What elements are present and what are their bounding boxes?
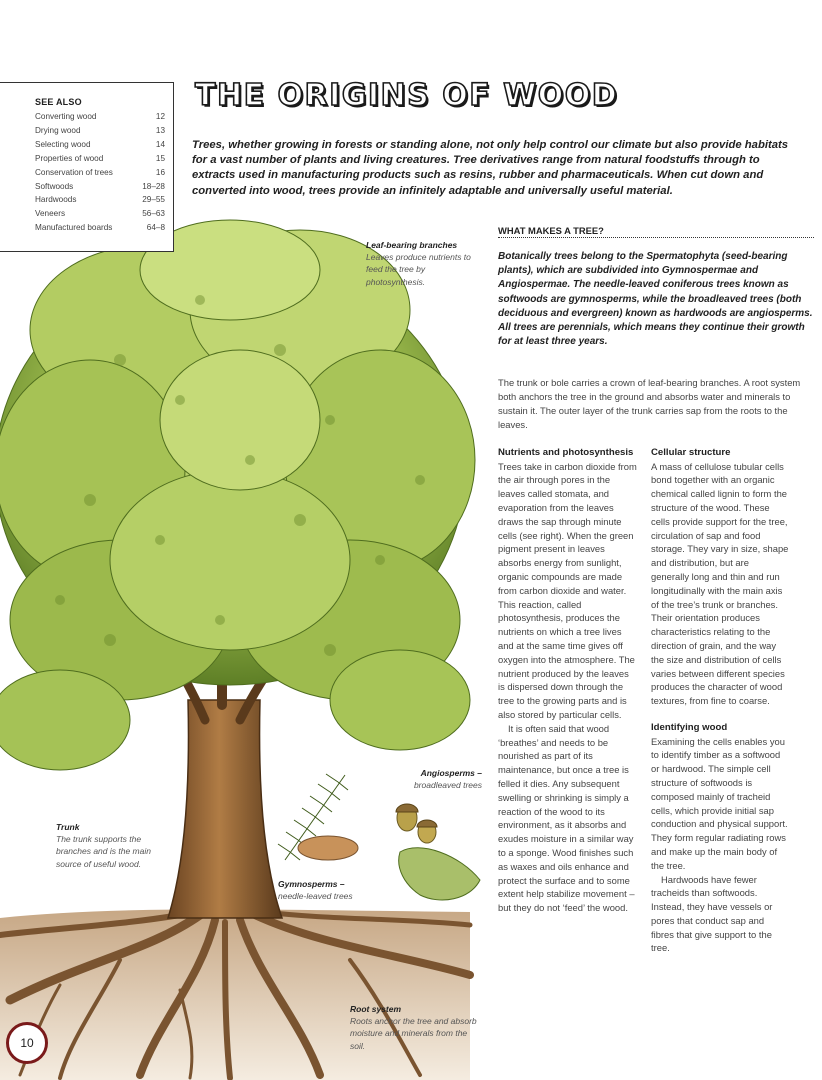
see-also-item[interactable]: Manufactured boards 64–8 — [35, 223, 165, 233]
see-also-item[interactable]: Drying wood 13 — [35, 125, 165, 135]
cellular-column — [651, 446, 789, 955]
see-also-item[interactable]: Conservation of trees 16 — [35, 167, 165, 177]
callout-roots — [350, 1003, 480, 1052]
cellular-paragraph: A mass of cellulose tubular cells bond together with an organic chemical called lignin to form the structure of the wood. These cells provide support for the tree, circulation of sap and food storage. They vary in size, shape and distribution, but are generally long and thin and run longitudinally with the main axis of the tree’s trunk or branches. Their orientation produces characteristics relating to the direction of grain, and the way the size and distribution of cells varies between different species produces the character of wood textures, from fine to coarse. — [651, 460, 789, 707]
see-also-box — [0, 82, 174, 252]
see-also-item[interactable]: Converting wood 12 — [35, 112, 165, 121]
callout-trunk — [56, 821, 174, 870]
callout-leaf-text: Leaves produce nutrients to feed the tree by photosynthesis. — [366, 252, 471, 287]
section-heading: WHAT MAKES A TREE? — [498, 225, 814, 238]
nutrients-paragraph: Trees take in carbon dioxide from the air through pores in the leaves called stomata, and evaporation from the leaves draws the sap through minute cells (see right). When the green pigment present in leaves absorbs energy from sunlight, organic compounds are made from carbon dioxide and water. This reaction, called photosynthesis, produces the nutrients on which a tree lives and at the same time gives off oxygen into the atmosphere. The nutrient produced by the leaves is dispersed down through the tree to the growing parts and is also stored by particular cells. — [498, 460, 637, 720]
foliage — [0, 220, 475, 770]
callout-angiosperms-text: broadleaved trees — [413, 780, 482, 791]
acorns — [396, 804, 437, 843]
see-also-item[interactable]: Properties of wood 15 — [35, 153, 165, 163]
callout-trunk-text: The trunk supports the branches and is the main source of useful wood. — [56, 834, 151, 869]
nutrients-column — [498, 446, 638, 915]
callout-leaf — [366, 239, 481, 288]
nutrients-heading: Nutrients and photosynthesis — [498, 447, 634, 458]
intro-paragraph: Trees, whether growing in forests or standing alone, not only help control our climate but also provide habitats for a vast number of plants and living creatures. Tree derivatives range from natural foodstuffs through to extracts used in manufacturing products such as resins, rubber and pharmaceuticals. When cut down and converted into wood, trees provide an infinitely adaptable and universally useful material. — [192, 139, 789, 197]
identifying-paragraph: Hardwoods have fewer tracheids than softwoods. Instead, they have vessels or pores that conduct sap and fibres that give support to the tree. — [651, 873, 773, 954]
callout-gymnosperms-head: Gymnosperms – — [278, 879, 345, 889]
callout-angiosperms — [392, 767, 482, 791]
callout-trunk-head: Trunk — [56, 822, 80, 832]
pine-cone — [298, 836, 358, 860]
see-also-item[interactable]: Veneers 56–63 — [35, 209, 165, 219]
see-also-heading: SEE ALSO — [35, 97, 82, 107]
cellular-heading: Cellular structure — [651, 447, 731, 458]
see-also-item[interactable]: Selecting wood 14 — [35, 139, 165, 149]
see-also-item[interactable]: Softwoods 18–28 — [35, 181, 165, 191]
callout-angiosperms-head: Angiosperms – — [420, 768, 482, 778]
nutrients-paragraph: It is often said that wood ‘breathes’ and needs to be nourished as part of its maintenance, but once a tree is felled it dies. Any subsequent swelling or shrinking is simply a reaction of the wood to its environment, as it absorbs and exudes moisture in a similar way to a sponge. Wood finishes such as waxes and oils enhance and protect the surface and to some extent help stabilize movement – but they do not ‘feed’ the wood. — [498, 722, 635, 914]
callout-leaf-head: Leaf-bearing branches — [366, 240, 458, 250]
trunk — [168, 700, 282, 918]
identifying-paragraph: Examining the cells enables you to identify timber as a softwood or hardwood. The simple cell structure of softwoods is composed mainly of tracheid cells, which provide initial sap conduction and physical support. They form regular radiating rows and make up the main body of the tree. — [651, 735, 788, 871]
page-title: THE ORIGINS OF WOOD — [195, 78, 619, 113]
see-also-item[interactable]: Hardwoods 29–55 — [35, 195, 165, 205]
section-body: The trunk or bole carries a crown of leaf-bearing branches. A root system both anchors the tree in the ground and absorbs water and minerals to sustain it. The outer layer of the trunk carries sap from the roots to the leaves. — [498, 377, 801, 430]
oak-leaf — [399, 848, 480, 900]
identifying-heading: Identifying wood — [651, 721, 728, 733]
callout-gymnosperms — [278, 878, 378, 902]
section-lead: Botanically trees belong to the Spermatophyta (seed-bearing plants), which are subdivided into Gymnospermae and Angiospermae. The needle-leaved coniferous trees known as softwoods are gymnosperms, while the broadleaved trees (both deciduous and evergreen) known as hardwoods are angiosperms. All trees are perennials, which means they continue their growth for at least three years. — [498, 251, 813, 348]
page-number: 10 — [6, 1022, 48, 1064]
callout-gymnosperms-text: needle-leaved trees — [278, 891, 353, 902]
callout-roots-text: Roots anchor the tree and absorb moisture and minerals from the soil. — [350, 1016, 477, 1051]
callout-roots-head: Root system — [350, 1004, 402, 1014]
